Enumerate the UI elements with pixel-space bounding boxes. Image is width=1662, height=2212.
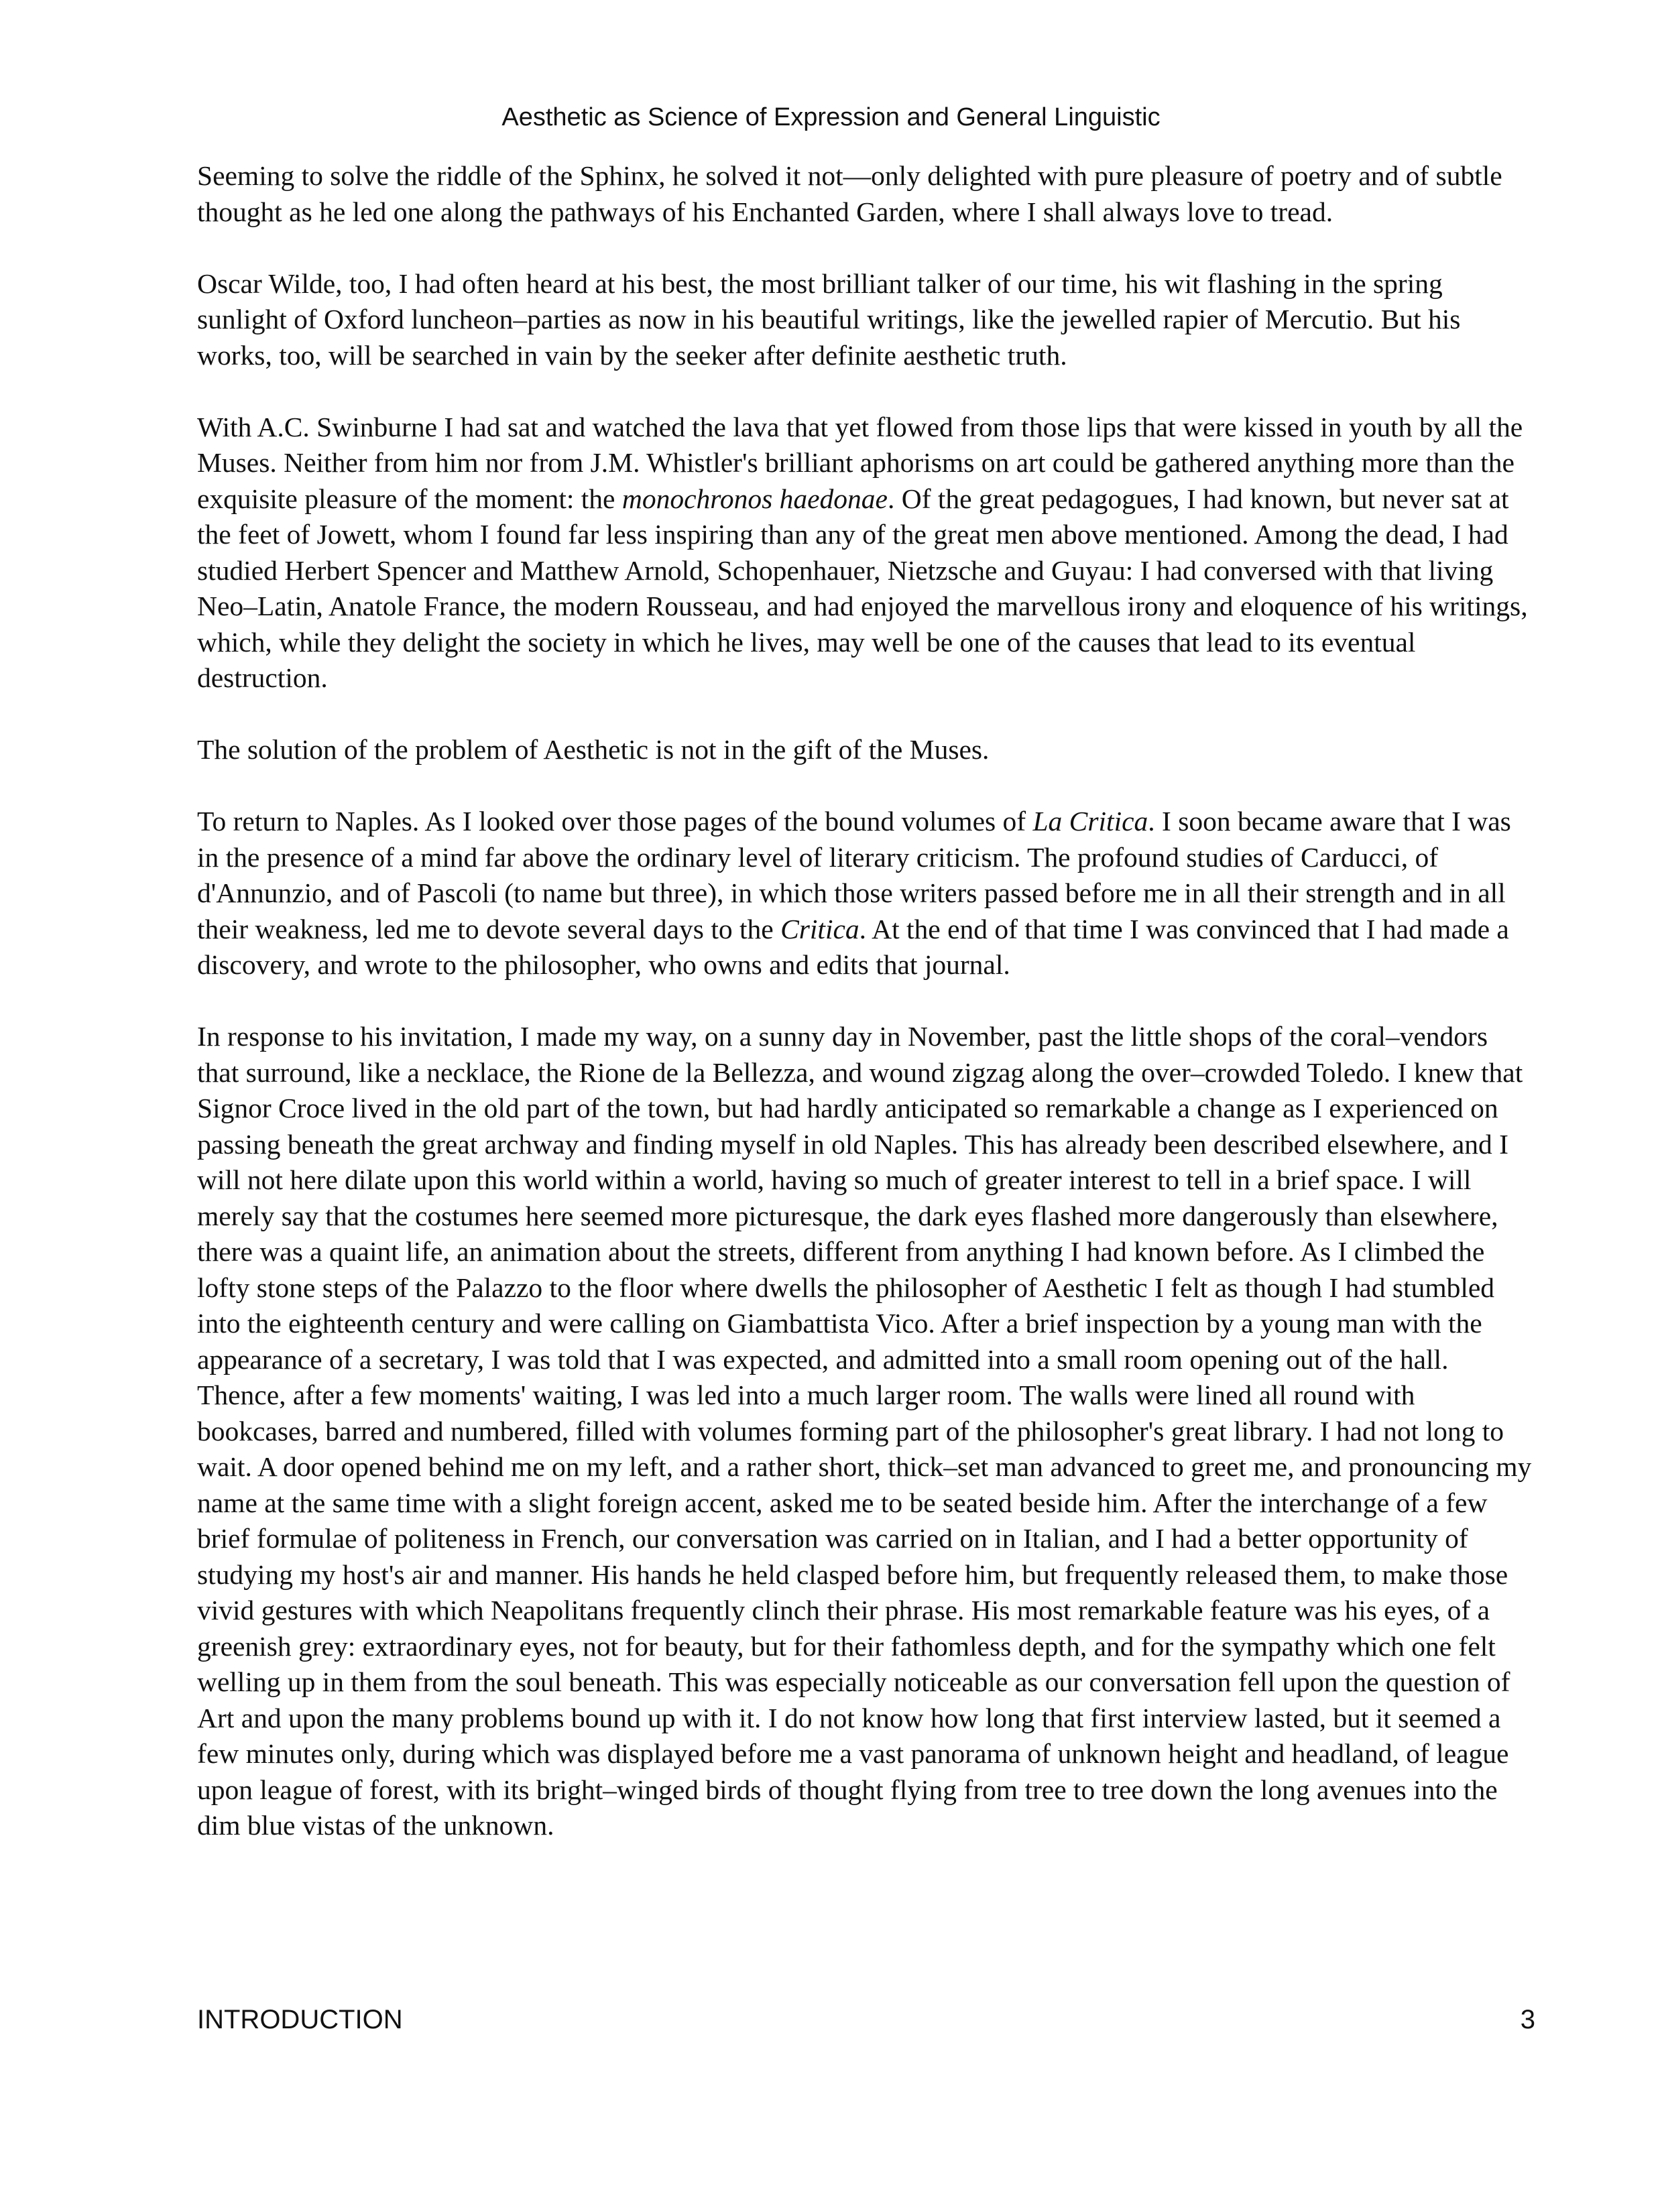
paragraph-swinburne-text-1: With A.C. Swinburne I had sat and watched the lava that yet flowed from those lips that were kissed in youth by all the Muses. Neither from him nor from J.M. Whistler's brilliant aphorisms on art could be gathered anything more than the exquisite pleasure of the moment: the [197,411,1523,514]
paragraph-naples [197,804,1535,983]
page-body [197,158,1535,1844]
paragraph-sphinx: Seeming to solve the riddle of the Sphinx, he solved it not—only delighted with pure pleasure of poetry and of subtle thought as he led one along the pathways of his Enchanted Garden, where I shall always love to tread. [197,160,1502,227]
paragraph-naples-text-2: . I soon became aware that I was in the presence of a mind far above the ordinary level of literary criticism. The profound studies of Carducci, of d'Annunzio, and of Pascoli (to name but three), in which those writers passed before me in all their strength and in all their weakness, led me to devote several days to the [197,806,1511,944]
paragraph-naples-text-1: To return to Naples. As I looked over those pages of the bound volumes of [197,806,1033,837]
paragraph-oscar-wilde: Oscar Wilde, too, I had often heard at his best, the most brilliant talker of our time, his wit flashing in the spring sunlight of Oxford luncheon–parties as now in his beautiful writings, like the jewelled rapier of Mercutio. But his works, too, will be searched in vain by the seeker after definite aesthetic truth. [197,267,1461,371]
footer-section-title: INTRODUCTION [197,2005,403,2034]
running-header-title: Aesthetic as Science of Expression and General Linguistic [501,103,1161,131]
italic-critica: Critica [780,913,859,944]
italic-la-critica: La Critica [1032,806,1148,837]
page-footer [197,2003,1535,2036]
paragraph-solution: The solution of the problem of Aesthetic is not in the gift of the Muses. [197,734,990,765]
paragraph-swinburne [197,410,1535,696]
paragraph-naples-text-3: . At the end of that time I was convinced that I had made a discovery, and wrote to the philosopher, who owns and edits that journal. [197,913,1509,980]
paragraph-croce-visit: In response to his invitation, I made my way, on a sunny day in November, past the little shops of the coral–vendors that surround, like a necklace, the Rione de la Bellezza, and wound zigzag along the over–crowded Toledo. I knew that Signor Croce lived in the old part of the town, but had hardly anticipated so remarkable a change as I experienced on passing beneath the great archway and finding myself in old Naples. This has already been described elsewhere, and I will not here dilate upon this world within a world, having so much of greater interest to tell in a brief space. I will merely say that the costumes here seemed more picturesque, the dark eyes flashed more dangerously than elsewhere, there was a quaint life, an animation about the streets, different from anything I had known before. As I climbed the lofty stone steps of the Palazzo to the floor where dwells the philosopher of Aesthetic I felt as though I had stumbled into the eighteenth century and were calling on Giambattista Vico. After a brief inspection by a young man with the appearance of a secretary, I was told that I was expected, and admitted into a small room opening out of the hall. Thence, after a few moments' waiting, I was led into a much larger room. The walls were lined all round with bookcases, barred and numbered, filled with volumes forming part of the philosopher's great library. I had not long to wait. A door opened behind me on my left, and a rather short, thick–set man advanced to greet me, and pronouncing my name at the same time with a slight foreign accent, asked me to be seated beside him. After the interchange of a few brief formulae of politeness in French, our conversation was carried on in Italian, and I had a better opportunity of studying my host's air and manner. His hands he held clasped before him, but frequently released them, to make those vivid gestures with which Neapolitans frequently clinch their phrase. His most remarkable feature was his eyes, of a greenish grey: extraordinary eyes, not for beauty, but for their fathomless depth, and for the sympathy which one felt welling up in them from the soul beneath. This was especially noticeable as our conversation fell upon the question of Art and upon the many problems bound up with it. I do not know how long that first interview lasted, but it seemed a few minutes only, during which was displayed before me a vast panorama of unknown height and headland, of league upon league of forest, with its bright–winged birds of thought flying from tree to tree down the long avenues into the dim blue vistas of the unknown. [197,1021,1532,1841]
paragraph-swinburne-text-2: . Of the great pedagogues, I had known, but never sat at the feet of Jowett, whom I found far less inspiring than any of the great men above mentioned. Among the dead, I had studied Herbert Spencer and Matthew Arnold, Schopenhauer, Nietzsche and Guyau: I had conversed with that living Neo–Latin, Anatole France, the modern Rousseau, and had enjoyed the marvellous irony and eloquence of his writings, which, while they delight the society in which he lives, may well be one of the causes that lead to its eventual destruction. [197,483,1528,693]
page-number: 3 [1520,2005,1535,2034]
italic-monochronos: monochronos haedonae [621,483,888,514]
